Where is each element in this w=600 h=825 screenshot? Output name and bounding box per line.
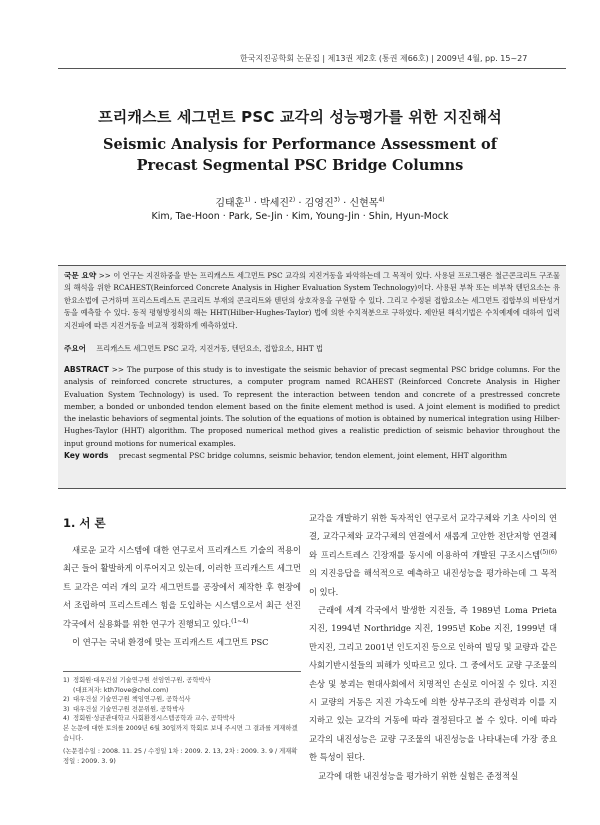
author-affiliation-mark: 4) [378,196,385,204]
abstract-english-label: ABSTRACT [64,365,109,374]
abstract-marker: >> [111,365,124,374]
section-heading-introduction: 1. 서 론 [63,516,106,530]
keywords-english-label: Key words [64,451,109,460]
body-paragraph: 근래에 세계 각국에서 발생한 지진들, 즉 1989년 Loma Prieta 지진, 1994년 Northridge 지진, 1995년 Kobe 지진, 1999년 대만지진, 그리고 2001년 인도지진 등으로 인하여 빌딩 및 교량과 같은 사회기반시설들의 피해가 잇따르고 있다. 그 중에서도 교량 구조물의 손상 및 붕괴는 현대사회에서 치명적인 손실로 이어질 수 있다. 지진시 교량의 거동은 지진 가속도에 의한 상부구조의 관성력과 이를 지지하고 있는 교각의 거동에 따라 결정된다고 볼 수 있다. 이에 따라 교각의 내진성능은 교량 구조물의 내진성능을 나타내는데 가장 중요한 특성이 된다. [309,605,557,763]
paragraph-text: 교각을 개발하기 위한 독자적인 연구로서 교각구체와 기초 사이의 연결, 교각구체와 교각구체의 연결에서 새롭게 고안한 전단저항 연결체와 프리스트레스 긴장재를 동시에 이용하여 개발된 구조시스템 [309,513,557,560]
author-name: 김영진 [304,198,334,209]
author-affiliation-mark: 3) [333,196,340,204]
footnote-item: 1) 정회원·대우건설 기술연구원 선임연구원, 공학박사 [63,677,211,684]
reference-mark: (5)(6) [540,549,557,557]
body-column-right [309,509,557,785]
footnote-dates: (논문접수일 : 2008. 11. 25 / 수정일 1차 : 2009. 2. 13, 2차 : 2009. 3. 9 / 게재확정일 : 2009. 3. 9) [63,748,298,765]
keywords-korean-label: 주요어 [64,344,87,353]
authors-english: Kim, Tae-Hoon · Park, Se-Jin · Kim, Young-Jin · Shin, Hyun-Mock [151,211,449,222]
body-column-left [63,541,301,651]
title-korean: 프리캐스트 세그먼트 PSC 교각의 성능평가를 위한 지진해석 [98,108,502,126]
header-rule [58,68,566,69]
keywords-korean [64,343,560,354]
footnote-rule [63,671,301,672]
abstract-english-text: The purpose of this study is to investigate the seismic behavior of precast segmental PSC bridge columns. For the analysis of reinforced concrete structures, a computer program named RCAHEST (Reinforced Concrete Analysis in Higher Evaluation System Technology) is used. To represent the interaction between tendon and concrete of a prestressed concrete member, a bonded or unbonded tendon element based on the finite element method is used. A joint element is modified to predict the inelastic behaviors of segmental joints. The solution of the equations of motion is obtained by numerical integration using Hilber-Hughes-Taylor (HHT) algorithm. The proposed numerical method gives a realistic prediction of seismic behavior throughout the input ground motions for numerical examples. [64,365,561,448]
body-paragraph: 이 연구는 국내 환경에 맞는 프리캐스트 세그먼트 PSC [72,637,269,648]
title-english-line1: Seismic Analysis for Performance Assessment of [103,136,497,153]
footnotes [63,676,301,766]
footnote-item: 3) 대우건설 기술연구원 전문위원, 공학박사 [63,705,185,713]
author-affiliation-mark: 1) [244,196,251,204]
abstract-korean-label: 국문 요약 [64,271,97,280]
abstract-korean [64,270,560,332]
running-head: 한국지진공학회 논문집 | 제13권 제2호 (통권 제66호) | 2009년 4월, pp. 15~27 [240,54,528,63]
abstract-english [64,364,560,450]
body-paragraph: 교각에 대한 내진성능을 평가하기 위한 실험은 준정적실 [318,770,519,781]
title-english [0,134,600,176]
body-paragraph [63,541,301,633]
paragraph-text: 새로운 교각 시스템에 대한 연구로서 프리캐스트 기술의 적용이 최근 들어 활발하게 이루어지고 있는데, 이러한 프리캐스트 세그먼트 교각은 여러 개의 교각 세그먼트를 공장에서 제작한 후 현장에서 조립하여 프리스트레스 힘을 도입하는 시스템으로서 최근 선진 각국에서 실용화를 위한 연구가 진행되고 있다. [63,545,301,629]
reference-mark: (1~4) [231,617,249,625]
title-english-line2: Precast Segmental PSC Bridge Columns [136,157,464,174]
author-name: 김태훈 [215,198,245,209]
authors-korean: 김태훈$^{1)}$ · 박세진$^{2)}$ · 김영진$^{3)}$ · 신현목$^{4)}$ [215,196,385,209]
paragraph-text: 의 지진응답을 해석적으로 예측하고 내진성능을 평가하는데 그 목적이 있다. [309,568,557,597]
keywords-korean-text: 프리캐스트 세그먼트 PSC 교각, 지진거동, 텐던요소, 접합요소, HHT 법 [96,344,323,353]
footnote-discussion: 본 논문에 대한 토의를 2009년 6월 30일까지 학회로 보내 주시면 그 결과를 게재하겠습니다. [63,724,298,742]
footnote-item: 2) 대우건설 기술연구원 책임연구원, 공학석사 [63,696,191,704]
footnote-item: 4) 정회원·성균관대학교 사회환경시스템공학과 교수, 공학박사 [63,715,236,723]
footnote-item: (대표저자: kth7love@chol.com) [73,686,169,694]
author-name: 박세진 [260,198,290,209]
abstract-korean-text: 이 연구는 지진하중을 받는 프리캐스트 세그먼트 PSC 교각의 지진거동을 파악하는데 그 목적이 있다. 사용된 프로그램은 철근콘크리트 구조물의 해석을 위한 RCAHEST(Reinforced Concrete Analysis in Higher Evaluation System Technology)이다. 사용된 부착 또는 비부착 텐던요소는 유한요소법에 근거하며 프리스트레스트 콘크리트 부재의 콘크리트와 텐던의 상호작용을 구현할 수 있다. 그리고 수정된 접합요소는 세그먼트 접합부의 비탄성거동을 예측할 수 있다. 동적 평형방정식의 해는 HHT(Hilber-Hughes-Taylor) 법에 의한 수치적분으로 구하였다. 제안된 해석기법은 수치예제에 대하여 입력지진파에 따른 지진거동을 비교적 정확하게 예측하였다. [64,271,561,330]
author-affiliation-mark: 2) [289,196,296,204]
keywords-english-text: precast segmental PSC bridge columns, seismic behavior, tendon element, joint element, HHT algorithm [118,451,508,460]
keywords-english [64,451,560,460]
author-name: 신현목 [349,198,379,209]
abstract-marker: >> [98,271,111,280]
body-paragraph [309,509,557,601]
